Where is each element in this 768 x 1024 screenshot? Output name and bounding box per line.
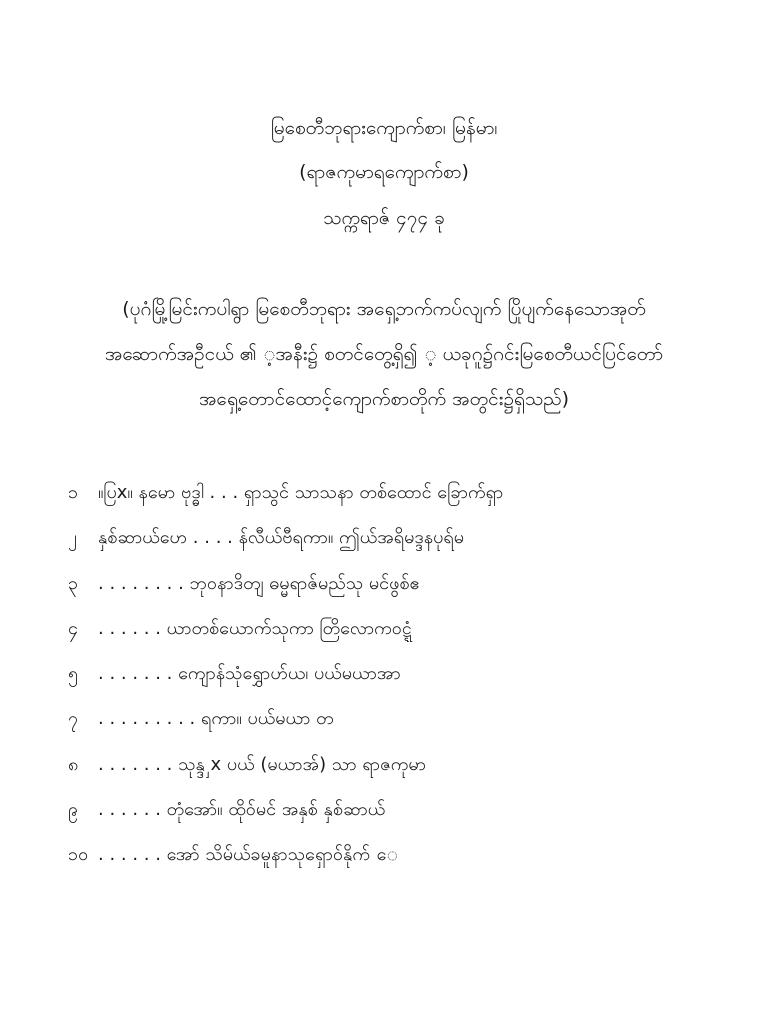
inscription-line — [68, 840, 728, 885]
note-line-2: အဆောက်အဦငယ် ၏ ့အနီး၌ စတင်တွေ့ရှိ၍ ့ ယခုဂူ၌ဂင်းမြစေတီယင်ပြင်တော် — [104, 343, 664, 365]
title-line-2: (ရာဇကုမာရကျောက်စာ) — [299, 161, 469, 183]
line-number: ၄ — [68, 617, 79, 639]
title-line-3: သက္ကရာဇ် ၄၇၄ ခု — [323, 207, 445, 229]
line-text: . . . . . . ယာတစ်ယောက်သုကာ တြိလောကဝဋ္ဋံ — [98, 617, 412, 639]
inscription-line — [68, 750, 728, 795]
line-text: . . . . . . အော် သိမ်ယ်ခမူနာသုရှောဝ်နိုက် ေ — [98, 844, 398, 866]
inscription-line — [68, 614, 728, 659]
note-line-1: (ပုဂံမြို့မြင်းကပါရွာ မြစေတီဘုရား အရှေ့ဘက်ကပ်လျက် ပြိုပျက်နေသောအုတ် — [122, 298, 646, 320]
line-number: ၂ — [68, 527, 77, 549]
line-number: ၅ — [68, 663, 79, 685]
line-text: . . . . . . . . . ရကာ။ ပယ်မယာ တ — [98, 708, 334, 730]
note-line-3: အရှေ့တောင်ထောင့်ကျောက်စာတိုက် အတွင်း၌ရှိသည်) — [198, 388, 570, 410]
inscription-line — [68, 704, 728, 749]
line-text: . . . . . . . သုန္ဒှ x ပယ် (မယာအ်) သာ ရာဇကုမာ — [98, 753, 427, 775]
line-text: ။ပြx။ နမော ဗုဒ္ဓါ . . . ရှာသွင် သာသနာ တစ်ထောင် ခြောက်ရှာ — [98, 482, 504, 503]
inscription-line — [68, 569, 728, 614]
line-number: ၇ — [68, 708, 79, 730]
line-number: ၃ — [68, 572, 79, 594]
line-text: . . . . . . . . ဘုဝနာဒိတျ ဓမ္မရာဇ်မည်သု မင်ဖွစ်ဧ — [98, 572, 420, 594]
inscription-lines — [68, 478, 728, 886]
line-number: ၁ — [68, 482, 79, 503]
inscription-line — [68, 659, 728, 704]
line-number: ၈ — [68, 753, 79, 775]
line-number: ၉ — [68, 799, 79, 821]
inscription-line — [68, 795, 728, 840]
inscription-line — [68, 478, 728, 523]
line-text: . . . . . . . ကျောန်သုံရွှောဟ်ယ၊ ပယ်မယာအာ — [98, 663, 401, 685]
line-text: . . . . . . တုံအော်။ ထိုဝ်မင် အနှစ် နှစ်ဆာယ် — [98, 799, 386, 821]
inscription-line — [68, 523, 728, 568]
line-number: ၁၀ — [68, 844, 89, 866]
line-text: နှစ်ဆာယ်ဟေ . . . . န်လီယ်ဗီရကာ။ ဤယ်အရိမဒ္ဒနပုရ်မ — [98, 527, 464, 549]
title-line-1: မြစေတီဘုရားကျောက်စာ၊ မြန်မာ၊ — [270, 117, 498, 139]
